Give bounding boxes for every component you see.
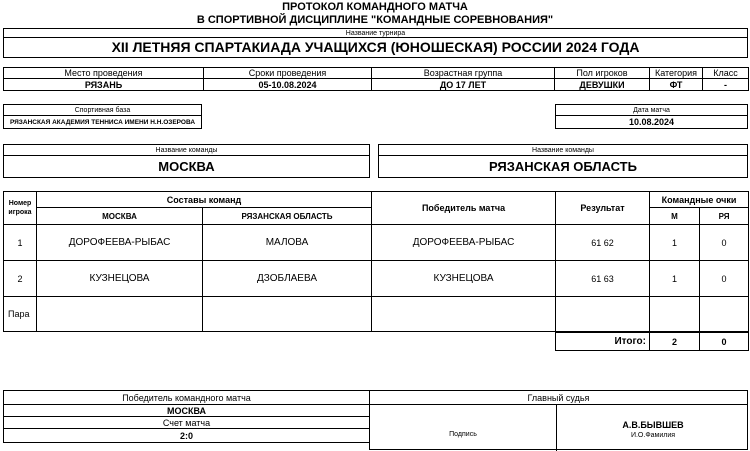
info-value-class: - xyxy=(703,79,749,91)
col-number-header: Номер игрока xyxy=(4,192,37,225)
row-number: Пара xyxy=(4,297,37,332)
team-winner-label: Победитель командного матча xyxy=(4,391,370,405)
referee-label: Главный судья xyxy=(370,391,747,405)
row-winner xyxy=(372,297,556,332)
info-header-place: Место проведения xyxy=(4,68,204,79)
row-player1: КУЗНЕЦОВА xyxy=(37,261,203,297)
tournament-label: Название турнира xyxy=(4,29,747,38)
row-points-team1: 1 xyxy=(650,225,700,261)
info-value-category: ФТ xyxy=(650,79,703,91)
winner-table xyxy=(3,390,370,443)
total-team1: 2 xyxy=(650,333,700,351)
row-player2: ДЗОБЛАЕВА xyxy=(203,261,372,297)
team2-name: РЯЗАНСКАЯ ОБЛАСТЬ xyxy=(489,159,637,174)
matches-table xyxy=(3,191,749,332)
row-player1 xyxy=(37,297,203,332)
info-value-gender: ДЕВУШКИ xyxy=(555,79,650,91)
info-header-class: Класс xyxy=(703,68,749,79)
venue-value: РЯЗАНСКАЯ АКАДЕМИЯ ТЕННИСА ИМЕНИ Н.Н.ОЗЕРОВА xyxy=(9,119,196,126)
row-result xyxy=(556,297,650,332)
team1-box xyxy=(3,144,370,178)
tournament-name: XII ЛЕТНЯЯ СПАРТАКИАДА УЧАЩИХСЯ (ЮНОШЕСКАЯ) РОССИИ 2024 ГОДА xyxy=(111,39,640,55)
row-points-team2 xyxy=(700,297,749,332)
match-date-box xyxy=(555,104,748,129)
info-header-dates: Сроки проведения xyxy=(204,68,372,79)
info-value-dates: 05-10.08.2024 xyxy=(204,79,372,91)
info-value-age: ДО 17 ЛЕТ xyxy=(372,79,555,91)
row-player2 xyxy=(203,297,372,332)
totals-table xyxy=(555,332,749,351)
col-points-team2-header: РЯ xyxy=(700,208,749,225)
col-team2-header: РЯЗАНСКАЯ ОБЛАСТЬ xyxy=(203,208,372,225)
total-label: Итого: xyxy=(556,333,650,351)
row-result: 61 63 xyxy=(556,261,650,297)
match-score-value: 2:0 xyxy=(4,429,370,443)
signature-label: Подпись xyxy=(449,431,477,438)
info-header-category: Категория xyxy=(650,68,703,79)
row-number: 1 xyxy=(4,225,37,261)
col-result-header: Результат xyxy=(556,192,650,225)
team2-box xyxy=(378,144,748,178)
row-number: 2 xyxy=(4,261,37,297)
col-team1-header: МОСКВА xyxy=(37,208,203,225)
info-value-place: РЯЗАНЬ xyxy=(4,79,204,91)
row-player2: МАЛОВА xyxy=(203,225,372,261)
name-label: И.О.Фамилия xyxy=(630,432,676,439)
total-team2: 0 xyxy=(700,333,749,351)
referee-box xyxy=(369,390,748,450)
protocol-title-line1: ПРОТОКОЛ КОМАНДНОГО МАТЧА xyxy=(282,1,468,13)
team2-label: Название команды xyxy=(379,145,747,156)
row-points-team2: 0 xyxy=(700,225,749,261)
team1-label: Название команды xyxy=(4,145,369,156)
match-date-label: Дата матча xyxy=(556,105,747,116)
info-header-gender: Пол игроков xyxy=(555,68,650,79)
row-points-team2: 0 xyxy=(700,261,749,297)
match-date-value: 10.08.2024 xyxy=(628,117,675,127)
row-points-team1: 1 xyxy=(650,261,700,297)
row-winner: КУЗНЕЦОВА xyxy=(372,261,556,297)
team-winner-value: МОСКВА xyxy=(4,405,370,417)
col-lineups-header: Составы команд xyxy=(37,192,372,208)
row-result: 61 62 xyxy=(556,225,650,261)
tournament-box xyxy=(3,28,748,58)
team1-name: МОСКВА xyxy=(158,159,215,174)
row-player1: ДОРОФЕЕВА-РЫБАС xyxy=(37,225,203,261)
row-points-team1 xyxy=(650,297,700,332)
col-winner-header: Победитель матча xyxy=(372,192,556,225)
col-points-team1-header: М xyxy=(650,208,700,225)
table-row xyxy=(4,225,749,261)
table-row xyxy=(4,261,749,297)
protocol-title-line2: В СПОРТИВНОЙ ДИСЦИПЛИНЕ "КОМАНДНЫЕ СОРЕВНОВАНИЯ" xyxy=(196,14,554,26)
venue-label: Спортивная база xyxy=(4,105,201,116)
row-winner: ДОРОФЕЕВА-РЫБАС xyxy=(372,225,556,261)
venue-box xyxy=(3,104,202,129)
referee-name: А.В.БЫВШЕВ xyxy=(622,420,684,430)
match-score-label: Счет матча xyxy=(4,417,370,429)
col-points-header: Командные очки xyxy=(650,192,749,208)
info-table xyxy=(3,67,749,91)
info-header-age: Возрастная группа xyxy=(372,68,555,79)
table-row xyxy=(4,297,749,332)
